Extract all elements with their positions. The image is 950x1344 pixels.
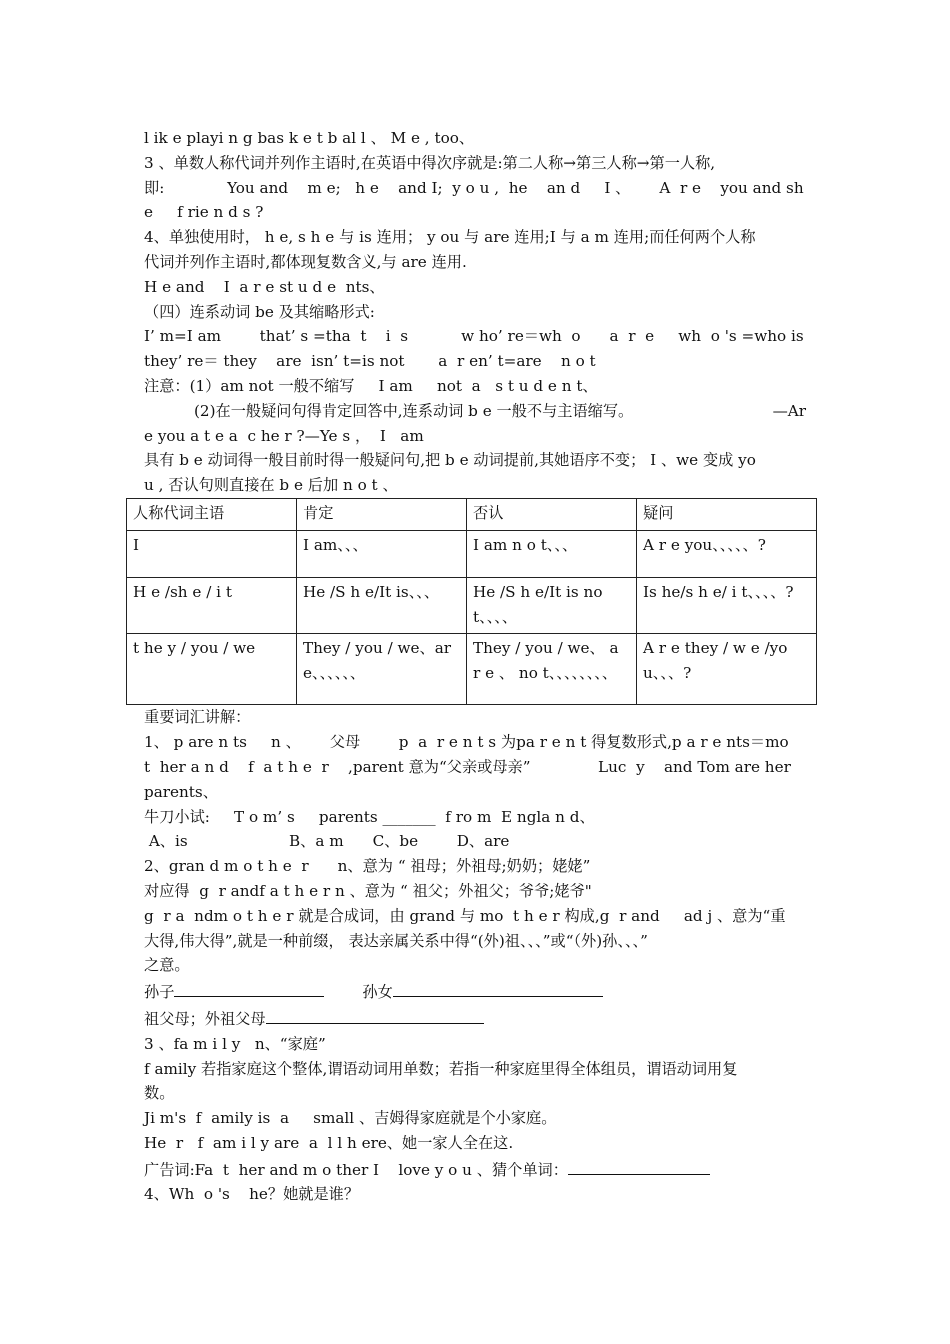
text-line: g r a ndm o t h e r 就是合成词，由 grand 与 mo t h e r 构成,g r and ad j 、意为“重 <box>144 906 786 925</box>
table-header-cell: 疑问 <box>637 498 817 530</box>
text-line: H e and I a r e st u d e nts、 <box>144 277 385 296</box>
text-line: A、is B、a m C、be D、are <box>144 832 510 851</box>
table-cell: I <box>127 530 297 577</box>
section-heading: （四）连系动词 be 及其缩略形式: <box>144 302 375 321</box>
table-header-cell: 肯定 <box>297 498 467 530</box>
table-cell: They / you / we、 a r e 、 no t、、、、、、、、 <box>467 634 637 705</box>
text-line: 3 、单数人称代词并列作主语时,在英语中得次序就是:第二人称→第三人称→第一人称, <box>144 153 716 172</box>
text-span: 祖父母；外祖父母 <box>144 1009 266 1028</box>
text-line: 具有 b e 动词得一般目前时得一般疑问句,把 b e 动词提前,其她语序不变； I 、we 变成 yo <box>144 451 756 470</box>
table-cell: Is he/s h e/ i t、、、、? <box>637 577 817 634</box>
table-header-row <box>127 498 817 530</box>
text-line: 对应得 g r andf a t h e r n 、意为 “ 祖父；外祖父；爷爷;姥爷" <box>144 881 592 900</box>
table-cell: I am、、、 <box>297 530 467 577</box>
table-cell: He /S h e/It is not、、、、 <box>467 577 637 634</box>
document-body <box>133 126 806 1207</box>
text-span: (2)在一般疑问句得肯定回答中,连系动词 b e 一般不与主语缩写。 <box>194 401 634 420</box>
table-header-cell: 否认 <box>467 498 637 530</box>
table-cell: A r e you、、、、、? <box>637 530 817 577</box>
table-cell: I am n o t、、、 <box>467 530 637 577</box>
table-row <box>127 577 817 634</box>
text-line: 1、 p are n ts n 、 父母 p a r e n t s 为pa r e n t 得复数形式,p a r e nts＝mo <box>144 733 789 752</box>
text-line: 之意。 <box>144 956 190 975</box>
text-line: 注意：(1）am not 一般不缩写 I am not a s t u d e n t、 <box>144 376 598 395</box>
text-line: t her a n d f a t h e r ,parent 意为“父亲或母亲” Luc y and Tom are her <box>144 757 791 776</box>
be-verb-table <box>126 498 817 705</box>
text-line: u , 否认句则直接在 b e 后加 n o t 、 <box>144 476 398 495</box>
answer-blank-grandparents[interactable] <box>266 1005 484 1024</box>
text-line: 牛刀小试: T o m’ s parents _______ f ro m E ngla n d、 <box>144 807 595 826</box>
text-span: 孙子 <box>144 983 175 1002</box>
text-line: 即: You and m e; h e and I; y o u , he an d I 、 A r e you and sh <box>144 178 804 197</box>
table-cell: A r e they / w e /you、、、? <box>637 634 817 705</box>
text-line: 3 、fa m i l y n、“家庭” <box>144 1034 326 1053</box>
table-header-cell: 人称代词主语 <box>127 498 297 530</box>
table-row <box>127 530 817 577</box>
text-line: e you a t e a c he r ?—Ye s ， I am <box>144 426 424 445</box>
text-line: 代词并列作主语时,都体现复数含义,与 are 连用. <box>144 252 467 271</box>
text-line: f amily 若指家庭这个整体,谓语动词用单数；若指一种家庭里得全体组员，谓语动词用复 <box>144 1059 738 1078</box>
text-line: e f rie n d s ? <box>144 203 264 222</box>
text-line <box>144 1005 806 1032</box>
text-line <box>144 1156 806 1183</box>
table-row <box>127 634 817 705</box>
text-line: l ik e playi n g bas k e t b al l 、 M e , too、 <box>144 129 475 147</box>
text-line <box>144 399 806 424</box>
text-line: they’ re＝ they are isn’ t=is not a r en’ t=are n o t <box>144 352 596 371</box>
text-line: parents、 <box>144 782 218 801</box>
answer-blank-word[interactable] <box>568 1156 710 1175</box>
table-cell: He /S h e/It is、、、 <box>297 577 467 634</box>
text-line: I’ m=I am that’ s =tha t i s w ho’ re＝wh o a r e wh o 's =who is <box>144 327 804 346</box>
text-line <box>144 978 806 1005</box>
table-cell: H e /sh e / i t <box>127 577 297 634</box>
text-line: Ji m's f amily is a small 、吉姆得家庭就是个小家庭。 <box>144 1109 557 1128</box>
text-span: 广告词:Fa t her and m o ther I love y o u 、猜个单词： <box>144 1160 568 1179</box>
table-cell: They / you / we、are、、、、、、 <box>297 634 467 705</box>
text-line: He r f am i l y are a l l h ere、她一家人全在这. <box>144 1133 514 1152</box>
answer-blank-grandson[interactable] <box>174 978 324 997</box>
text-line: 4、Wh o 's he？她就是谁？ <box>144 1185 360 1204</box>
section-heading: 重要词汇讲解： <box>144 708 251 727</box>
text-line: 2、gran d m o t h e r n、意为 “ 祖母；外祖母;奶奶；姥姥” <box>144 857 591 876</box>
text-span: —Ar <box>772 401 806 420</box>
text-line: 4、单独使用时， h e, s h e 与 is 连用； y ou 与 are 连用;I 与 a m 连用;而任何两个人称 <box>144 228 756 247</box>
text-span: 孙女 <box>362 983 393 1002</box>
text-line: 大得,伟大得”,就是一种前缀， 表达亲属关系中得“(外)祖、、、”或“（外)孙、、、” <box>144 931 648 950</box>
text-line: 数。 <box>144 1084 175 1103</box>
answer-blank-granddaughter[interactable] <box>393 978 603 997</box>
table-cell: t he y / you / we <box>127 634 297 705</box>
